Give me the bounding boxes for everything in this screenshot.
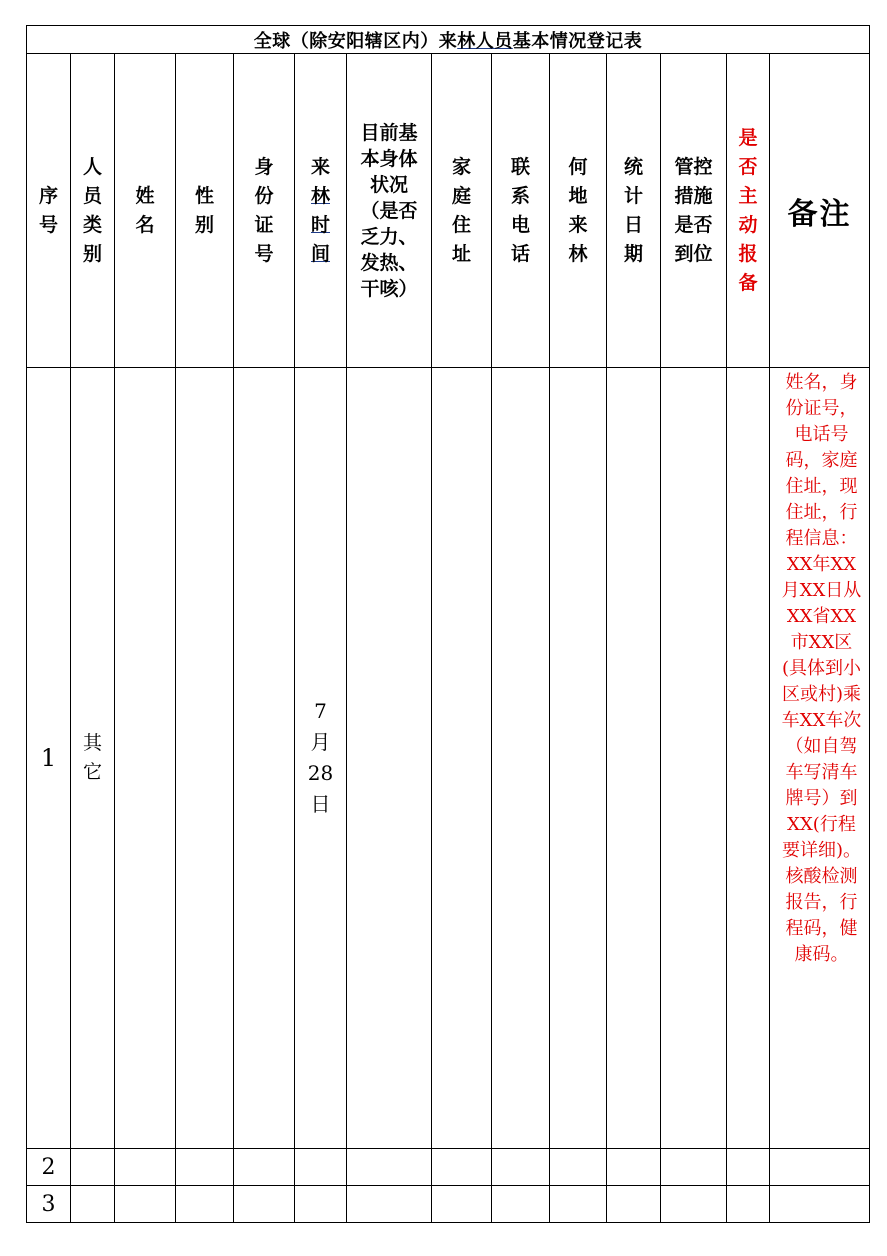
- vertical-char: 类: [82, 213, 102, 236]
- vertical-char: 7: [314, 699, 327, 723]
- vertical-char: 身: [254, 155, 274, 178]
- vertical-char: 其: [82, 732, 102, 754]
- vertical-char: 日: [310, 792, 331, 816]
- vertical-char: 名: [135, 213, 155, 236]
- vertical-char: 月: [310, 730, 331, 754]
- cell-home-address[interactable]: [432, 368, 492, 1149]
- vertical-char: 姓: [135, 184, 155, 207]
- vertical-char: 住: [451, 213, 471, 236]
- cell-category[interactable]: [71, 368, 115, 1149]
- registration-table: [26, 25, 870, 1223]
- table-row: [27, 368, 870, 1149]
- vertical-char: 别: [82, 242, 102, 265]
- vertical-char: 间: [310, 242, 330, 265]
- header-self-report: [727, 54, 770, 368]
- cell-origin[interactable]: [550, 368, 607, 1149]
- vertical-char: 何: [568, 155, 588, 178]
- vertical-char: 话: [510, 242, 530, 265]
- vertical-char: 序: [38, 184, 58, 207]
- header-stat-date: [607, 54, 661, 368]
- vertical-char: 来: [568, 213, 588, 236]
- vertical-char: 林: [568, 242, 588, 265]
- cell-seq[interactable]: 1: [27, 368, 71, 1149]
- vertical-char: 备: [738, 271, 758, 294]
- header-category: [71, 54, 115, 368]
- vertical-char: 电: [510, 213, 530, 236]
- vertical-char: 家: [451, 155, 471, 178]
- cell-arrival-time[interactable]: [295, 368, 347, 1149]
- vertical-char: 林: [310, 184, 330, 207]
- vertical-char: 日: [623, 213, 643, 236]
- vertical-char: 人: [82, 155, 102, 178]
- vertical-char: 员: [82, 184, 102, 207]
- header-health-status: 目前基本身体状况（是否乏力、发热、干咳）: [347, 54, 432, 368]
- table-row: [27, 1186, 870, 1223]
- vertical-char: 否: [738, 155, 758, 178]
- vertical-char: 计: [623, 184, 643, 207]
- header-seq: [27, 54, 71, 368]
- vertical-char: 主: [738, 184, 758, 207]
- vertical-char: 号: [38, 213, 58, 236]
- vertical-char: 它: [82, 761, 102, 783]
- vertical-char: 28: [307, 761, 334, 785]
- cell-self-report[interactable]: [727, 368, 770, 1149]
- header-home-address: [432, 54, 492, 368]
- vertical-char: 系: [510, 184, 530, 207]
- cell-gender[interactable]: [176, 368, 234, 1149]
- header-arrival-time: [295, 54, 347, 368]
- vertical-char: 庭: [451, 184, 471, 207]
- vertical-char: 别: [194, 213, 214, 236]
- vertical-char: 证: [254, 213, 274, 236]
- vertical-char: 是: [738, 126, 758, 149]
- vertical-char: 来: [310, 155, 330, 178]
- table-row: [27, 1149, 870, 1186]
- vertical-char: 是否: [674, 213, 713, 236]
- header-origin: [550, 54, 607, 368]
- vertical-char: 动: [738, 213, 758, 236]
- header-gender: [176, 54, 234, 368]
- vertical-char: 份: [254, 184, 274, 207]
- cell-id-number[interactable]: [234, 368, 295, 1149]
- header-control-measures: [661, 54, 727, 368]
- cell-remarks[interactable]: 姓名，身份证号，电话号码，家庭住址，现住址，行程信息：XX年XX月XX日从XX省XX市XX区(具体到小区或村)乘车XX车次（如自驾车写清车牌号）到XX(行程要详细)。核酸检测报告，行程码，健康码。: [770, 368, 870, 1149]
- vertical-char: 时: [310, 213, 330, 236]
- vertical-char: 报: [738, 242, 758, 265]
- table-title: 全球（除安阳辖区内）来林人员基本情况登记表: [27, 26, 870, 54]
- vertical-char: 号: [254, 242, 274, 265]
- vertical-char: 期: [623, 242, 643, 265]
- vertical-char: 措施: [674, 184, 713, 207]
- vertical-char: 统: [623, 155, 643, 178]
- vertical-char: 到位: [674, 242, 713, 265]
- cell-seq[interactable]: 3: [27, 1186, 71, 1223]
- cell-stat-date[interactable]: [607, 368, 661, 1149]
- vertical-char: 管控: [674, 155, 713, 178]
- header-name: [115, 54, 176, 368]
- vertical-char: 地: [568, 184, 588, 207]
- vertical-char: 联: [510, 155, 530, 178]
- header-remarks: 备注: [770, 54, 870, 368]
- cell-phone[interactable]: [492, 368, 550, 1149]
- cell-name[interactable]: [115, 368, 176, 1149]
- vertical-char: 性: [194, 184, 214, 207]
- cell-seq[interactable]: 2: [27, 1149, 71, 1186]
- header-id-number: [234, 54, 295, 368]
- cell-health-status[interactable]: [347, 368, 432, 1149]
- cell-control-measures[interactable]: [661, 368, 727, 1149]
- header-phone: [492, 54, 550, 368]
- vertical-char: 址: [451, 242, 471, 265]
